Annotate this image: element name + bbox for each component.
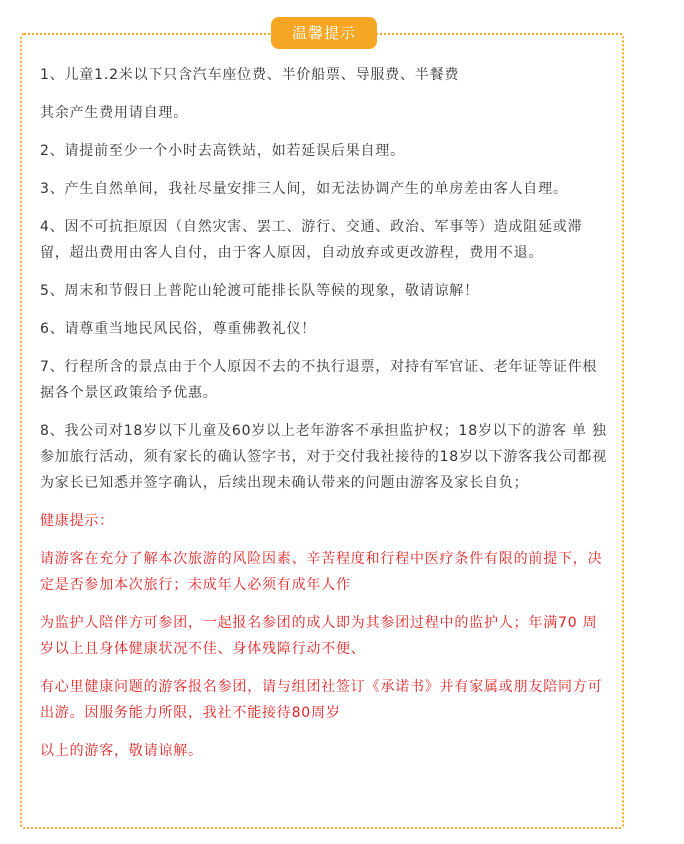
notice-paragraph-5: 4、因不可抗拒原因（自然灾害、罢工、游行、交通、政治、军事等）造成阻延或滞留，超出费用由客人自付，由于客人原因，自动放弃或更改游程，费用不退。 — [40, 219, 583, 261]
notice-paragraph-8: 7、行程所含的景点由于个人原因不去的不执行退票，对持有军官证、老年证等证件根据各个景区政策给予优惠。 — [40, 359, 598, 401]
notice-paragraph-1: 1、儿童1.2米以下只含汽车座位费、半价船票、导服费、半餐费 — [40, 67, 460, 83]
notice-paragraph-9: 8、我公司对18岁以下儿童及60岁以上老年游客不承担监护权；18岁以下的游客 单 独参加旅行活动，须有家长的确认签字书，对于交付我社接待的18岁以下游客我公司都视为家长已知悉并签字确认，后续出现未确认带来的问题由游客及家长自负； — [40, 423, 608, 491]
notice-title-badge: 温馨提示 — [271, 17, 377, 49]
health-tip-paragraph-1: 请游客在充分了解本次旅游的风险因素、辛苦程度和行程中医疗条件有限的前提下，决定是否参加本次旅行；未成年人必须有成年人作 — [40, 551, 603, 593]
health-tip-paragraph-4: 以上的游客，敬请谅解。 — [40, 743, 203, 759]
health-tip-heading: 健康提示： — [40, 513, 114, 529]
notice-paragraph-4: 3、产生自然单间，我社尽量安排三人间，如无法协调产生的单房差由客人自理。 — [40, 181, 568, 197]
notice-paragraph-6: 5、周末和节假日上普陀山轮渡可能排长队等候的现象，敬请谅解！ — [40, 283, 479, 299]
notice-paragraph-2: 其余产生费用请自理。 — [40, 105, 188, 121]
notice-content — [40, 62, 612, 776]
notice-paragraph-3: 2、请提前至少一个小时去高铁站，如若延误后果自理。 — [40, 143, 405, 159]
health-tip-paragraph-2: 为监护人陪伴方可参团，一起报名参团的成人即为其参团过程中的监护人；年满70 周岁以上且身体健康状况不佳、身体残障行动不便、 — [40, 615, 598, 657]
notice-paragraph-7: 6、请尊重当地民风民俗，尊重佛教礼仪！ — [40, 321, 317, 337]
health-tip-paragraph-3: 有心里健康问题的游客报名参团，请与组团社签订《承诺书》并有家属或朋友陪同方可出游。因服务能力所限，我社不能接待80周岁 — [40, 679, 603, 721]
